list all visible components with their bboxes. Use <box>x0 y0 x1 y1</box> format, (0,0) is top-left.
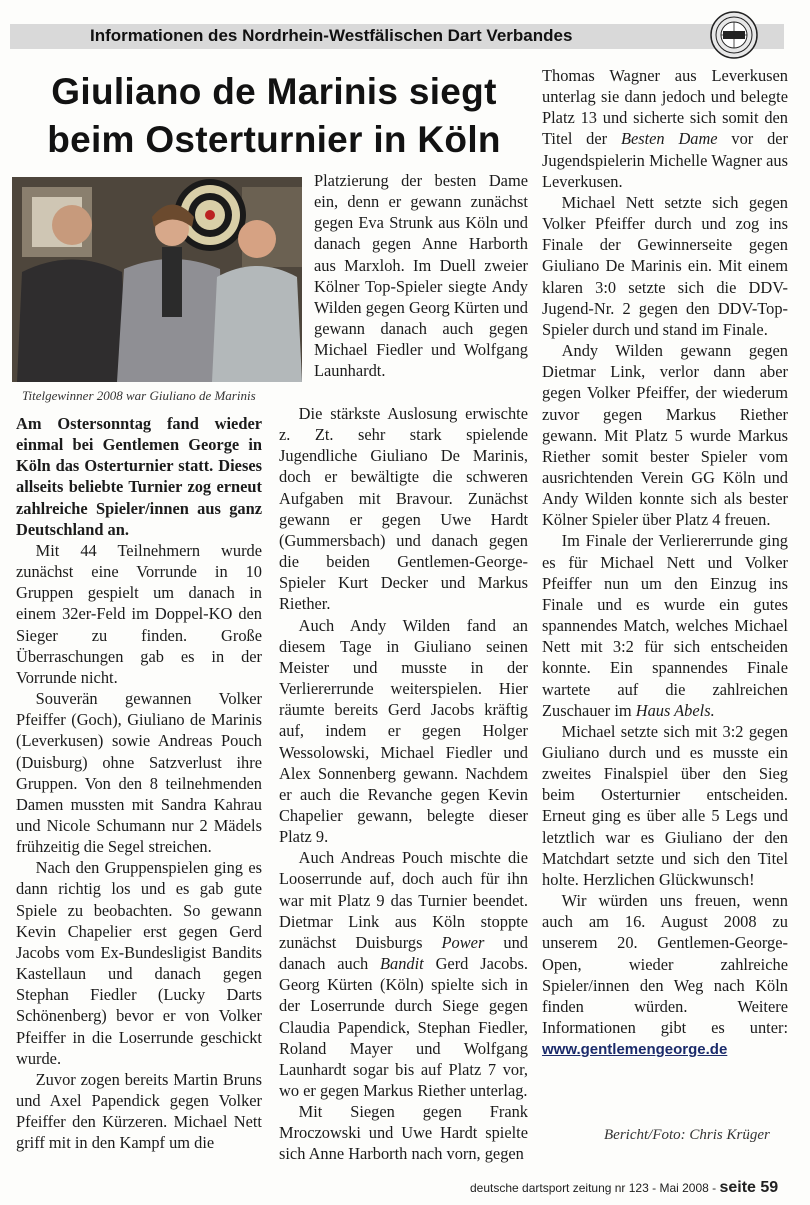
photo-credit: Bericht/Foto: Chris Krüger <box>604 1127 770 1143</box>
text-run: Gerd Jacobs. Georg Kürten (Köln) spielte sich in der Loserrunde durch Siege gegen Claudia Papendick, Stephan Fiedler, Roland Mayer und Wolfgang Launhardt sogar bis auf Platz 7 vor, wo er gegen Markus Riether unterlag. <box>279 954 528 1100</box>
emphasis: Haus Abels. <box>635 700 715 720</box>
emphasis: Besten Dame <box>620 129 718 149</box>
emphasis: Power <box>441 932 485 952</box>
paragraph <box>542 65 788 192</box>
paragraph: Mit Siegen gegen Frank Mroczowski und Uwe Hardt spielte sich Anne Harborth nach vorn, gegen <box>279 1102 528 1164</box>
paragraph <box>542 530 788 720</box>
text-run: Auch Andreas Pouch mischte die Looserrunde auf, doch auch für ihn war mit Platz 9 das Turnier beendet. Dietmar Link aus Köln stoppte zunächst Duisburgs <box>279 848 528 952</box>
publication-info: deutsche dartsport zeitung nr 123 - Mai 2008 - <box>470 1181 720 1195</box>
text-run: Im Finale der Verliererrunde ging es für Michael Nett und Volker Pfeiffer nun um den Einzug ins Finale und es wurde ein gutes spannendes Match, welches Michael Nett mit 3:2 für sich entscheiden konnte. Ein spannendes Finale wartete auf die zahlreichen Zuschauer im <box>542 531 788 720</box>
paragraph: Souverän gewannen Volker Pfeiffer (Goch), Giuliano de Marinis (Leverkusen) sowie Andreas Pouch (Duisburg) ohne Satzverlust ihre Gruppen. Von den 8 teilnehmenden Damen mussten mit Sandra Kahrau und Nicole Schumann nur 2 Mädels frühzeitig die Segel streichen. <box>16 689 262 857</box>
article-column-1 <box>16 413 262 1153</box>
photo-caption: Titelgewinner 2008 war Giuliano de Marinis <box>22 388 256 403</box>
association-seal-icon <box>710 11 758 59</box>
paragraph: Michael Nett setzte sich gegen Volker Pfeiffer durch und zog ins Finale der Gewinnerseite gegen Giuliano De Marinis ein. Mit einem klaren 3:0 setzte sich die DDV-Jugend-Nr. 2 gegen den DDV-Top-Spieler durch und stand im Finale. <box>542 192 788 339</box>
paragraph: Michael setzte sich mit 3:2 gegen Giuliano durch und es musste ein zweites Finalspiel über den Sieg beim Osterturnier entscheiden. Erneut ging es über alle 5 Legs und letztlich war es Giuliano der den Matchdart setzte und sich den Titel holte. Herzlichen Glückwunsch! <box>542 721 788 889</box>
paragraph <box>279 847 528 1101</box>
emphasis: Bandit <box>380 954 424 974</box>
page-footer <box>470 1179 778 1197</box>
article-lead: Am Ostersonntag fand wieder einmal bei Gentlemen George in Köln das Osterturnier statt. Dieses allseits beliebte Turnier zog erneut zahlreiche Spieler/innen aus ganz Deutschland an. <box>16 414 262 539</box>
article-column-2 <box>279 403 528 1165</box>
photo-illustration <box>12 177 302 382</box>
text-run: Thomas Wagner aus Leverkusen unterlag sie dann jedoch und belegte Platz 13 und sicherte sich somit den Titel der <box>542 66 788 149</box>
text-run: vor der Jugendspielerin Michelle Wagner aus Leverkusen. <box>542 129 788 191</box>
article-column-3 <box>542 65 788 1060</box>
paragraph: Andy Wilden gewann gegen Dietmar Link, verlor dann aber gegen Volker Pfeiffer, der wiederum zuvor gegen Markus Riether gewann. Mit Platz 5 wurde Markus Riether somit bester Spieler vom ausrichtenden Verein GG Köln und Andy Wilden konnte sich als bester Kölner Spieler über Platz 4 freuen. <box>542 341 788 530</box>
text-run: und danach auch <box>279 932 528 974</box>
article-headline <box>14 68 534 164</box>
website-link[interactable]: www.gentlemengeorge.de <box>542 1041 728 1059</box>
headline-line-1: Giuliano de Marinis siegt <box>51 71 497 112</box>
paragraph <box>542 890 788 1060</box>
paragraph: Zuvor zogen bereits Martin Bruns und Axel Papendick gegen Volker Pfeiffer den Kürzeren. Michael Nett griff mit in den Kampf um die <box>16 1069 262 1153</box>
banner-title: Informationen des Nordrhein-Westfälischen Dart Verbandes <box>90 26 573 45</box>
paragraph: Die stärkste Auslosung erwischte z. Zt. sehr stark spielende Jugendliche Giuliano De Marinis, doch er bewältigte die schweren Aufgaben mit Bravour. Zunächst gewann er gegen Uwe Hardt (Gummersbach) und danach gegen die beiden Gentlemen-George-Spieler Kurt Decker und Markus Riether. <box>279 404 528 614</box>
paragraph: Auch Andy Wilden fand an diesem Tage in Giuliano seinen Meister und musste in der Verliererrunde weiterspielen. Hier räumte bereits Gerd Jacobs kräftig auf, indem er gegen Holger Wessolowski, Michael Fiedler und Alex Sonnenberg gewann. Nachdem er auch die Revanche gegen Kevin Chapelier gewann, belegte dieser Platz 9. <box>279 615 528 847</box>
page-number: seite 59 <box>719 1179 779 1196</box>
paragraph: Nach den Gruppenspielen ging es dann richtig los und es gab gute Spiele zu beobachten. So gewann Kevin Chapelier erst gegen Gerd Jacobs vom Ex-Bundesligist Bandits Kastellaun und danach gegen Stephan Fiedler (Lucky Darts Schönenberg) bevor er von Volker Pfeiffer in die Loserrunde geschickt wurde. <box>16 858 262 1068</box>
paragraph: Mit 44 Teilnehmern wurde zunächst eine Vorrunde in 10 Gruppen gespielt um danach in einem 32er-Feld im Doppel-KO den Sieger zu finden. Große Überraschungen gab es in der Vorrunde nicht. <box>16 540 262 687</box>
text-run: Wir würden uns freuen, wenn auch am 16. August 2008 zu unserem 20. Gentlemen-George-Open, wieder zahlreiche Spieler/innen den Weg nach Köln finden würden. Weitere Informationen gibt es unter: <box>542 891 788 1038</box>
article-photo <box>12 177 302 382</box>
article-column-2-top <box>314 170 528 382</box>
headline-line-2: beim Osterturnier in Köln <box>47 119 501 160</box>
paragraph: Platzierung der besten Dame ein, denn er gewann zunächst gegen Eva Strunk aus Köln und danach gegen Anne Harborth aus Marxloh. Im Duell zweier Kölner Top-Spieler siegte Andy Wilden gegen Georg Kürten und gewann danach auch gegen Michael Fiedler und Wolfgang Launhardt. <box>314 171 528 381</box>
